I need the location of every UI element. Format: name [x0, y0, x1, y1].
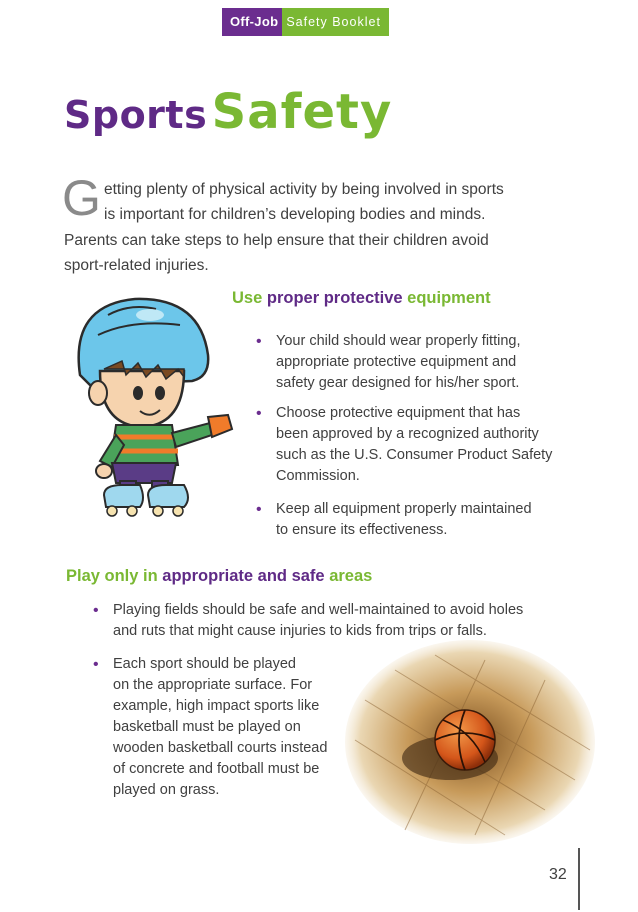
intro-line-3: Parents can take steps to help ensure that their children avoid [64, 232, 489, 249]
skater-kid-illustration [60, 285, 235, 520]
heading-word-areas: areas [329, 567, 373, 585]
heading-word-equipment: equipment [407, 289, 491, 307]
intro-line-4: sport-related injuries. [64, 257, 209, 274]
intro-line-2: is important for children’s developing bodies and minds. [104, 206, 486, 223]
list-item: • Each sport should be played on the appropriate surface. For example, high impact sports like basketball must be played on wooden basketball courts instead of concrete and football must be played on grass. [93, 656, 328, 798]
booklet-header-tab [222, 8, 389, 36]
page-number: 32 [549, 866, 567, 883]
list-item: • Choose protective equipment that has been approved by a recognized authority such as the U.S. Consumer Product Safety Commission. [256, 405, 553, 484]
page-number-divider [578, 848, 580, 910]
title-safety: Safety [211, 84, 393, 140]
heading-word-use: Use [232, 289, 263, 307]
intro-line-1: etting plenty of physical activity by being involved in sports [104, 181, 504, 198]
title-sports: Sports [64, 93, 208, 137]
bullet-dot-icon: • [256, 501, 262, 518]
basketball-court-illustration [345, 640, 595, 845]
header-tab-booklet: Safety Booklet [282, 8, 389, 36]
list-item: • Keep all equipment properly maintained to ensure its effectiveness. [256, 501, 532, 538]
heading-word-proper-protective: proper protective [266, 289, 403, 307]
section-heading-areas [66, 567, 372, 586]
list-item: • Playing fields should be safe and well-maintained to avoid holes and ruts that might cause injuries to kids from trips or falls. [93, 602, 524, 639]
header-tab-off-job: Off-Job [222, 8, 282, 36]
bullet-dot-icon: • [93, 656, 99, 673]
bullet-dot-icon: • [256, 333, 262, 350]
intro-dropcap: G [62, 170, 101, 226]
heading-word-play-only-in: Play only in [66, 567, 158, 585]
heading-word-appropriate-safe: appropriate and safe [162, 567, 325, 585]
bullet-dot-icon: • [256, 405, 262, 422]
bullet-dot-icon: • [93, 602, 99, 619]
page-title [64, 84, 392, 140]
list-item: • Your child should wear properly fitting, appropriate protective equipment and safety gear designed for his/her sport. [256, 333, 521, 391]
section-heading-equipment [232, 289, 491, 308]
